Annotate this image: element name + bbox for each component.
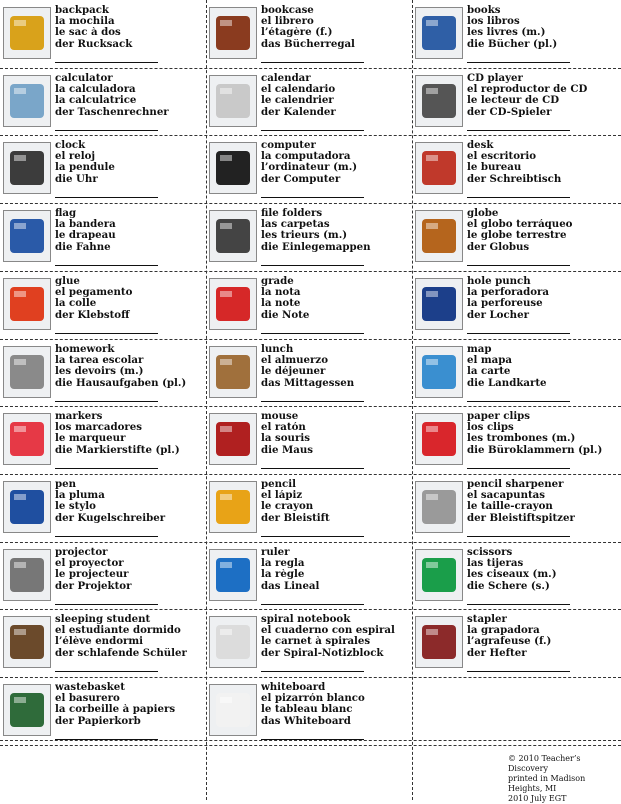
vocab-card	[0, 408, 205, 474]
french-word: l’ordinateur (m.)	[261, 162, 358, 174]
german-word: die Fahne	[55, 241, 111, 253]
french-word: le crayon	[261, 501, 314, 513]
vocab-translations	[467, 479, 615, 524]
german-word: der Kalender	[261, 106, 336, 118]
german-word: der Spiral-Notizblock	[261, 647, 384, 659]
english-word: calendar	[261, 73, 311, 84]
german-word: die Markierstifte (pl.)	[55, 444, 180, 456]
write-in-line	[55, 333, 158, 334]
english-word: calculator	[55, 73, 113, 84]
spanish-word: las carpetas	[261, 219, 330, 231]
write-in-line	[467, 62, 570, 63]
french-word: la pendule	[55, 162, 115, 174]
english-word: mouse	[261, 411, 299, 422]
vocab-card	[0, 611, 205, 677]
german-word: die Note	[261, 309, 310, 321]
vocab-card	[0, 476, 205, 542]
english-word: whiteboard	[261, 682, 326, 693]
write-in-line	[261, 197, 364, 198]
vocab-translations	[467, 411, 615, 456]
vocab-translations	[55, 547, 203, 592]
vocab-translations	[467, 276, 615, 321]
copyright-notice	[508, 754, 621, 804]
vocab-translations	[467, 140, 615, 185]
german-word: der Locher	[467, 309, 529, 321]
write-in-line	[467, 197, 570, 198]
vocab-card	[0, 341, 205, 407]
spanish-word: la pluma	[55, 490, 105, 502]
write-in-line	[467, 265, 570, 266]
german-word: der Globus	[467, 241, 530, 253]
write-in-line	[55, 130, 158, 131]
german-word: die Landkarte	[467, 377, 547, 389]
spanish-word: el escritorio	[467, 151, 537, 163]
bookcase-icon	[209, 7, 257, 59]
write-in-line	[467, 130, 570, 131]
write-in-line	[55, 62, 158, 63]
vocab-card	[206, 2, 411, 68]
german-word: die Bücher (pl.)	[467, 38, 558, 50]
german-word: das Bücherregal	[261, 38, 355, 50]
map-icon	[415, 346, 463, 398]
cut-line-horizontal	[0, 271, 621, 272]
german-word: das Whiteboard	[261, 715, 351, 727]
english-word: homework	[55, 344, 115, 355]
french-word: le globe terrestre	[467, 230, 567, 242]
english-word: spiral notebook	[261, 614, 351, 625]
french-word: les ciseaux (m.)	[467, 569, 557, 581]
write-in-line	[55, 671, 158, 672]
write-in-line	[467, 333, 570, 334]
french-word: l’agrafeuse (f.)	[467, 636, 552, 648]
english-word: grade	[261, 276, 294, 287]
credit-line: © 2010 Teacher’s Discovery	[508, 754, 581, 773]
english-word: map	[467, 344, 492, 355]
spanish-word: el estudiante dormido	[55, 625, 181, 637]
vocab-translations	[261, 140, 409, 185]
vocab-card	[206, 70, 411, 136]
english-word: ruler	[261, 547, 290, 558]
vocab-card	[206, 137, 411, 203]
german-word: der Hefter	[467, 647, 527, 659]
write-in-line	[261, 130, 364, 131]
vocab-card	[412, 273, 617, 339]
ruler-icon	[209, 549, 257, 601]
german-word: der Projektor	[55, 580, 132, 592]
vocab-translations	[467, 73, 615, 118]
spanish-word: los clips	[467, 422, 514, 434]
write-in-line	[55, 401, 158, 402]
french-word: la règle	[261, 569, 305, 581]
vocab-translations	[261, 547, 409, 592]
english-word: scissors	[467, 547, 513, 558]
pencil-icon	[209, 481, 257, 533]
grade-icon	[209, 278, 257, 330]
english-word: pencil sharpener	[467, 479, 564, 490]
write-in-line	[55, 739, 158, 740]
german-word: die Einlegemappen	[261, 241, 371, 253]
vocab-card	[0, 137, 205, 203]
spanish-word: el calendario	[261, 84, 336, 96]
write-in-line	[261, 536, 364, 537]
homework-icon	[3, 346, 51, 398]
glue-icon	[3, 278, 51, 330]
german-word: der schlafende Schüler	[55, 647, 187, 659]
cut-line-horizontal	[0, 68, 621, 69]
english-word: file folders	[261, 208, 323, 219]
cut-line-horizontal	[0, 677, 621, 678]
french-word: le déjeuner	[261, 366, 326, 378]
french-word: la perforeuse	[467, 298, 543, 310]
spanish-word: el globo terráqueo	[467, 219, 573, 231]
spanish-word: la bandera	[55, 219, 116, 231]
vocab-card	[412, 611, 617, 677]
spanish-word: la perforadora	[467, 287, 550, 299]
vocab-translations	[55, 208, 203, 253]
spanish-word: los marcadores	[55, 422, 143, 434]
german-word: die Hausaufgaben (pl.)	[55, 377, 187, 389]
sleeping-student-icon	[3, 616, 51, 668]
write-in-line	[55, 468, 158, 469]
spanish-word: las tijeras	[467, 558, 524, 570]
vocab-card	[0, 544, 205, 610]
vocab-card	[206, 611, 411, 677]
spanish-word: el cuaderno con espiral	[261, 625, 395, 637]
vocab-translations	[261, 5, 409, 50]
cut-line-vertical	[206, 0, 207, 800]
vocab-translations	[55, 140, 203, 185]
german-word: die Maus	[261, 444, 314, 456]
english-word: paper clips	[467, 411, 531, 422]
english-word: desk	[467, 140, 494, 151]
vocab-card	[0, 70, 205, 136]
write-in-line	[55, 604, 158, 605]
spanish-word: la grapadora	[467, 625, 540, 637]
french-word: le drapeau	[55, 230, 116, 242]
write-in-line	[261, 671, 364, 672]
german-word: die Uhr	[55, 173, 98, 185]
hole-punch-icon	[415, 278, 463, 330]
spanish-word: la nota	[261, 287, 301, 299]
vocab-translations	[261, 276, 409, 321]
spanish-word: el librero	[261, 16, 314, 28]
cd-player-icon	[415, 75, 463, 127]
french-word: la colle	[55, 298, 97, 310]
books-icon	[415, 7, 463, 59]
german-word: der Klebstoff	[55, 309, 130, 321]
english-word: stapler	[467, 614, 507, 625]
german-word: der Rucksack	[55, 38, 133, 50]
cut-line-vertical	[412, 0, 413, 800]
vocab-translations	[261, 682, 409, 727]
vocab-card	[0, 205, 205, 271]
vocab-card	[206, 408, 411, 474]
vocab-translations	[467, 5, 615, 50]
write-in-line	[261, 401, 364, 402]
german-word: die Büroklammern (pl.)	[467, 444, 603, 456]
flag-icon	[3, 210, 51, 262]
vocab-translations	[55, 614, 203, 659]
spanish-word: la tarea escolar	[55, 355, 144, 367]
write-in-line	[467, 671, 570, 672]
calendar-icon	[209, 75, 257, 127]
english-word: sleeping student	[55, 614, 151, 625]
english-word: pencil	[261, 479, 296, 490]
french-word: la corbeille à papiers	[55, 704, 176, 716]
german-word: das Mittagessen	[261, 377, 355, 389]
spanish-word: el reloj	[55, 151, 96, 163]
english-word: backpack	[55, 5, 109, 16]
vocab-translations	[467, 344, 615, 389]
spanish-word: el reproductor de CD	[467, 84, 588, 96]
vocab-translations	[55, 5, 203, 50]
french-word: le taille-crayon	[467, 501, 553, 513]
cut-line-horizontal	[0, 542, 621, 543]
spanish-word: los libros	[467, 16, 520, 28]
spanish-word: el pizarrón blanco	[261, 693, 365, 705]
french-word: le lecteur de CD	[467, 95, 560, 107]
scissors-icon	[415, 549, 463, 601]
french-word: les trieurs (m.)	[261, 230, 348, 242]
vocab-card	[206, 544, 411, 610]
write-in-line	[261, 468, 364, 469]
english-word: hole punch	[467, 276, 531, 287]
clock-icon	[3, 142, 51, 194]
french-word: les livres (m.)	[467, 27, 546, 39]
german-word: der Bleistiftspitzer	[467, 512, 575, 524]
vocab-translations	[261, 208, 409, 253]
english-word: globe	[467, 208, 499, 219]
french-word: le calendrier	[261, 95, 334, 107]
write-in-line	[55, 265, 158, 266]
vocab-card	[412, 2, 617, 68]
mouse-icon	[209, 413, 257, 465]
credit-line: 2010 July EGT	[508, 794, 567, 803]
vocab-translations	[261, 614, 409, 659]
german-word: der CD-Spieler	[467, 106, 552, 118]
french-word: le bureau	[467, 162, 522, 174]
vocab-card	[412, 544, 617, 610]
write-in-line	[261, 62, 364, 63]
write-in-line	[467, 604, 570, 605]
english-word: CD player	[467, 73, 523, 84]
vocab-card	[412, 70, 617, 136]
vocab-translations	[55, 73, 203, 118]
english-word: flag	[55, 208, 77, 219]
write-in-line	[261, 604, 364, 605]
vocab-card	[412, 476, 617, 542]
vocab-translations	[55, 411, 203, 456]
stapler-icon	[415, 616, 463, 668]
spanish-word: el basurero	[55, 693, 120, 705]
english-word: markers	[55, 411, 103, 422]
french-word: l’élève endormi	[55, 636, 144, 648]
vocab-card	[412, 137, 617, 203]
french-word: la carte	[467, 366, 511, 378]
french-word: le stylo	[55, 501, 96, 513]
vocab-translations	[467, 208, 615, 253]
write-in-line	[467, 536, 570, 537]
vocab-translations	[261, 73, 409, 118]
whiteboard-icon	[209, 684, 257, 736]
lunch-icon	[209, 346, 257, 398]
vocab-translations	[261, 344, 409, 389]
wastebasket-icon	[3, 684, 51, 736]
write-in-line	[467, 401, 570, 402]
write-in-line	[55, 536, 158, 537]
german-word: der Schreibtisch	[467, 173, 562, 185]
vocab-translations	[261, 411, 409, 456]
spanish-word: el proyector	[55, 558, 124, 570]
english-word: lunch	[261, 344, 294, 355]
vocab-card	[0, 2, 205, 68]
spanish-word: el lápiz	[261, 490, 303, 502]
vocab-card	[206, 273, 411, 339]
vocab-card	[206, 679, 411, 745]
vocab-card	[412, 341, 617, 407]
file-folders-icon	[209, 210, 257, 262]
spanish-word: el sacapuntas	[467, 490, 546, 502]
french-word: la calculatrice	[55, 95, 137, 107]
french-word: la souris	[261, 433, 310, 445]
german-word: der Kugelschreiber	[55, 512, 166, 524]
german-word: das Lineal	[261, 580, 320, 592]
french-word: le marqueur	[55, 433, 126, 445]
vocab-card	[0, 679, 205, 745]
german-word: die Schere (s.)	[467, 580, 550, 592]
french-word: le sac à dos	[55, 27, 121, 39]
french-word: les devoirs (m.)	[55, 366, 144, 378]
cut-line-horizontal	[0, 474, 621, 475]
german-word: der Computer	[261, 173, 341, 185]
pencil-sharpener-icon	[415, 481, 463, 533]
english-word: books	[467, 5, 501, 16]
vocab-card	[206, 205, 411, 271]
spanish-word: la computadora	[261, 151, 351, 163]
german-word: der Taschenrechner	[55, 106, 169, 118]
english-word: computer	[261, 140, 316, 151]
english-word: wastebasket	[55, 682, 125, 693]
german-word: der Papierkorb	[55, 715, 141, 727]
spanish-word: la mochila	[55, 16, 115, 28]
vocab-card	[412, 408, 617, 474]
english-word: bookcase	[261, 5, 314, 16]
write-in-line	[261, 739, 364, 740]
english-word: pen	[55, 479, 77, 490]
english-word: clock	[55, 140, 86, 151]
credit-line: printed in Madison Heights, MI	[508, 774, 586, 793]
english-word: projector	[55, 547, 108, 558]
german-word: der Bleistift	[261, 512, 330, 524]
spanish-word: la regla	[261, 558, 305, 570]
french-word: la note	[261, 298, 301, 310]
vocab-translations	[55, 682, 203, 727]
write-in-line	[467, 468, 570, 469]
french-word: le carnet à spirales	[261, 636, 371, 648]
calculator-icon	[3, 75, 51, 127]
write-in-line	[55, 197, 158, 198]
vocab-translations	[467, 547, 615, 592]
write-in-line	[261, 265, 364, 266]
write-in-line	[261, 333, 364, 334]
backpack-icon	[3, 7, 51, 59]
computer-icon	[209, 142, 257, 194]
cut-line-horizontal	[0, 745, 621, 746]
french-word: les trombones (m.)	[467, 433, 576, 445]
spanish-word: el mapa	[467, 355, 513, 367]
english-word: glue	[55, 276, 80, 287]
cut-line-horizontal	[0, 339, 621, 340]
vocab-card	[412, 205, 617, 271]
vocab-translations	[261, 479, 409, 524]
spanish-word: el almuerzo	[261, 355, 328, 367]
globe-icon	[415, 210, 463, 262]
spiral-notebook-icon	[209, 616, 257, 668]
french-word: l’étagère (f.)	[261, 27, 333, 39]
vocab-card	[0, 273, 205, 339]
vocab-translations	[55, 479, 203, 524]
spanish-word: la calculadora	[55, 84, 136, 96]
french-word: le tableau blanc	[261, 704, 353, 716]
desk-icon	[415, 142, 463, 194]
vocab-translations	[55, 344, 203, 389]
vocab-translations	[467, 614, 615, 659]
spanish-word: el ratón	[261, 422, 306, 434]
vocab-card	[206, 476, 411, 542]
vocab-card	[206, 341, 411, 407]
pen-icon	[3, 481, 51, 533]
projector-icon	[3, 549, 51, 601]
french-word: le projecteur	[55, 569, 129, 581]
paper-clips-icon	[415, 413, 463, 465]
markers-icon	[3, 413, 51, 465]
vocab-translations	[55, 276, 203, 321]
spanish-word: el pegamento	[55, 287, 133, 299]
cut-line-horizontal	[0, 203, 621, 204]
